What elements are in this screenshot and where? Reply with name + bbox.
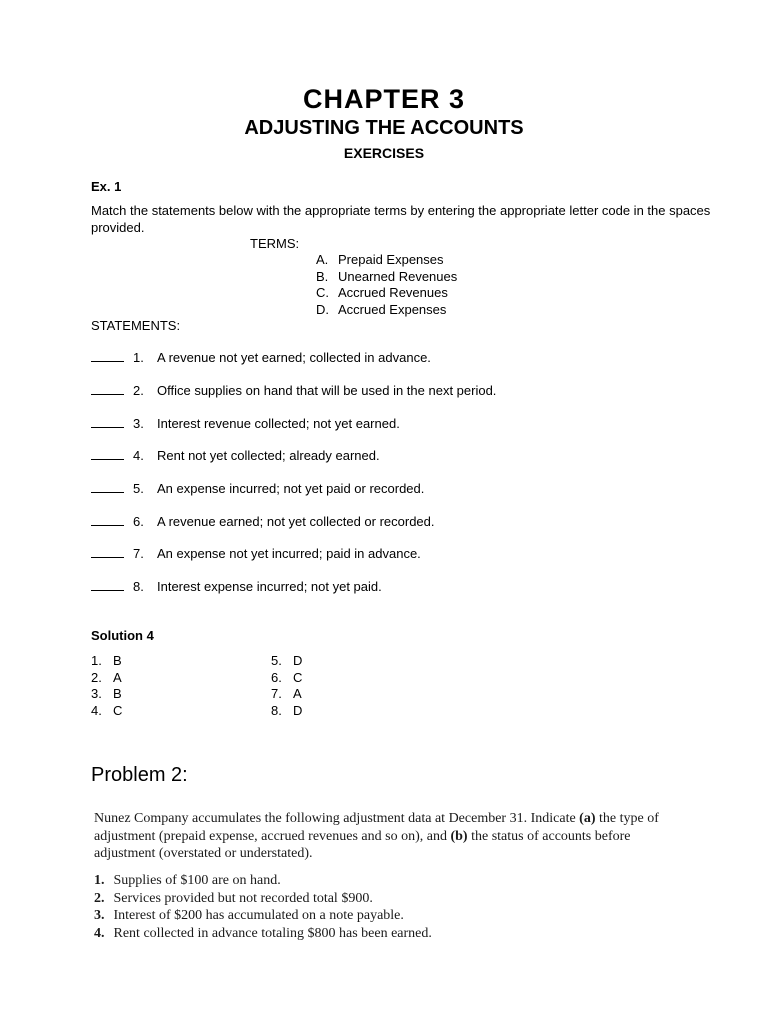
exercise-instructions: Match the statements below with the appropriate terms by entering the appropriate letter code in the spaces provided. <box>91 203 711 235</box>
statement-number: 2. <box>133 383 144 398</box>
problem-item-text: Supplies of $100 are on hand. <box>113 873 281 888</box>
problem-item-text: Interest of $200 has accumulated on a note payable. <box>113 908 404 923</box>
term-code: A. <box>316 252 329 267</box>
solution-number: 7. <box>271 686 282 701</box>
solution-column-right <box>271 653 302 719</box>
solution-label: Solution 4 <box>91 628 154 643</box>
statement-number: 4. <box>133 448 144 463</box>
answer-blank[interactable] <box>91 415 124 428</box>
answer-blank[interactable] <box>91 480 124 493</box>
solution-number: 5. <box>271 653 282 668</box>
solution-item <box>271 686 302 703</box>
term-item <box>316 269 457 286</box>
problem-item-text: Rent collected in advance totaling $800 has been earned. <box>113 925 432 941</box>
solution-number: 8. <box>271 702 282 718</box>
solution-number: 3. <box>91 686 102 701</box>
solution-item <box>271 670 302 687</box>
solution-answer: B <box>113 686 122 701</box>
statement-row <box>91 578 382 596</box>
solution-item <box>91 670 122 687</box>
term-item <box>316 302 457 319</box>
statement-row <box>91 415 400 433</box>
problem-title: Problem 2: <box>91 764 188 786</box>
solution-item <box>91 653 122 670</box>
terms-label: TERMS: <box>250 236 300 251</box>
statement-text: A revenue earned; not yet collected or recorded. <box>157 514 435 529</box>
term-item <box>316 252 457 269</box>
answer-blank[interactable] <box>91 513 124 526</box>
statement-number: 1. <box>133 350 144 365</box>
term-text: Accrued Expenses <box>338 301 447 317</box>
problem-intro-part-3: the status of accounts before adjustment (overstated or understated). <box>94 828 631 861</box>
problem-items <box>94 872 432 942</box>
solution-column-left <box>91 653 122 719</box>
term-code: C. <box>316 285 329 300</box>
problem-intro <box>94 810 694 863</box>
statement-number: 6. <box>133 514 144 529</box>
statement-text: A revenue not yet earned; collected in advance. <box>157 350 431 365</box>
statement-row <box>91 447 380 465</box>
statements-label: STATEMENTS: <box>91 318 181 333</box>
problem-intro-part-2: the type of adjustment (prepaid expense, accrued revenues and so on), and <box>94 811 659 844</box>
statement-text: Interest revenue collected; not yet earned. <box>157 416 400 431</box>
solution-number: 1. <box>91 653 102 668</box>
statement-number: 8. <box>133 579 144 594</box>
answer-blank[interactable] <box>91 349 124 362</box>
problem-item-text: Services provided but not recorded total $900. <box>113 890 373 906</box>
term-text: Prepaid Expenses <box>338 252 444 267</box>
answer-blank[interactable] <box>91 545 124 558</box>
solution-answer: C <box>293 669 303 685</box>
solution-number: 4. <box>91 702 102 718</box>
solution-answer: B <box>113 653 122 668</box>
term-item <box>316 285 457 302</box>
problem-intro-part-1: Nunez Company accumulates the following adjustment data at December 31. Indicate <box>94 811 576 826</box>
problem-item <box>94 890 432 908</box>
part-a-marker: (a) <box>579 811 596 826</box>
term-text: Unearned Revenues <box>338 268 458 284</box>
solution-answer: D <box>293 702 303 718</box>
solution-item <box>271 653 302 670</box>
solution-item <box>91 703 122 720</box>
statement-text: An expense incurred; not yet paid or recorded. <box>157 481 425 496</box>
statement-row <box>91 382 496 400</box>
statement-row <box>91 349 431 367</box>
problem-item <box>94 872 432 890</box>
statement-number: 3. <box>133 416 144 431</box>
statement-text: Office supplies on hand that will be used in the next period. <box>157 383 497 398</box>
solution-item <box>271 703 302 720</box>
solution-answer: A <box>293 686 302 701</box>
statement-row <box>91 513 435 531</box>
statement-text: Interest expense incurred; not yet paid. <box>157 579 382 594</box>
problem-item-number: 3. <box>94 908 105 923</box>
chapter-subtitle: ADJUSTING THE ACCOUNTS <box>244 117 524 139</box>
solution-item <box>91 686 122 703</box>
solution-answer: D <box>293 653 303 668</box>
answer-blank[interactable] <box>91 447 124 460</box>
term-code: B. <box>316 268 329 284</box>
solution-answer: A <box>113 669 122 685</box>
part-b-marker: (b) <box>450 828 468 844</box>
problem-item <box>94 907 432 925</box>
problem-item <box>94 925 432 943</box>
statement-row <box>91 480 424 498</box>
statement-text: An expense not yet incurred; paid in advance. <box>157 546 421 561</box>
term-text: Accrued Revenues <box>338 285 448 300</box>
solution-answer: C <box>113 702 123 718</box>
statement-number: 5. <box>133 481 144 496</box>
problem-item-number: 4. <box>94 925 105 941</box>
statement-number: 7. <box>133 546 144 561</box>
answer-blank[interactable] <box>91 382 124 395</box>
term-code: D. <box>316 301 329 317</box>
statement-row <box>91 545 421 563</box>
solution-number: 2. <box>91 669 102 685</box>
problem-item-number: 2. <box>94 890 105 906</box>
exercise-label: Ex. 1 <box>91 179 122 194</box>
terms-list <box>316 252 457 318</box>
answer-blank[interactable] <box>91 578 124 591</box>
section-heading: EXERCISES <box>343 145 425 161</box>
solution-number: 6. <box>271 669 282 685</box>
problem-item-number: 1. <box>94 873 105 888</box>
chapter-title: CHAPTER 3 <box>302 84 466 114</box>
statement-text: Rent not yet collected; already earned. <box>157 448 380 463</box>
